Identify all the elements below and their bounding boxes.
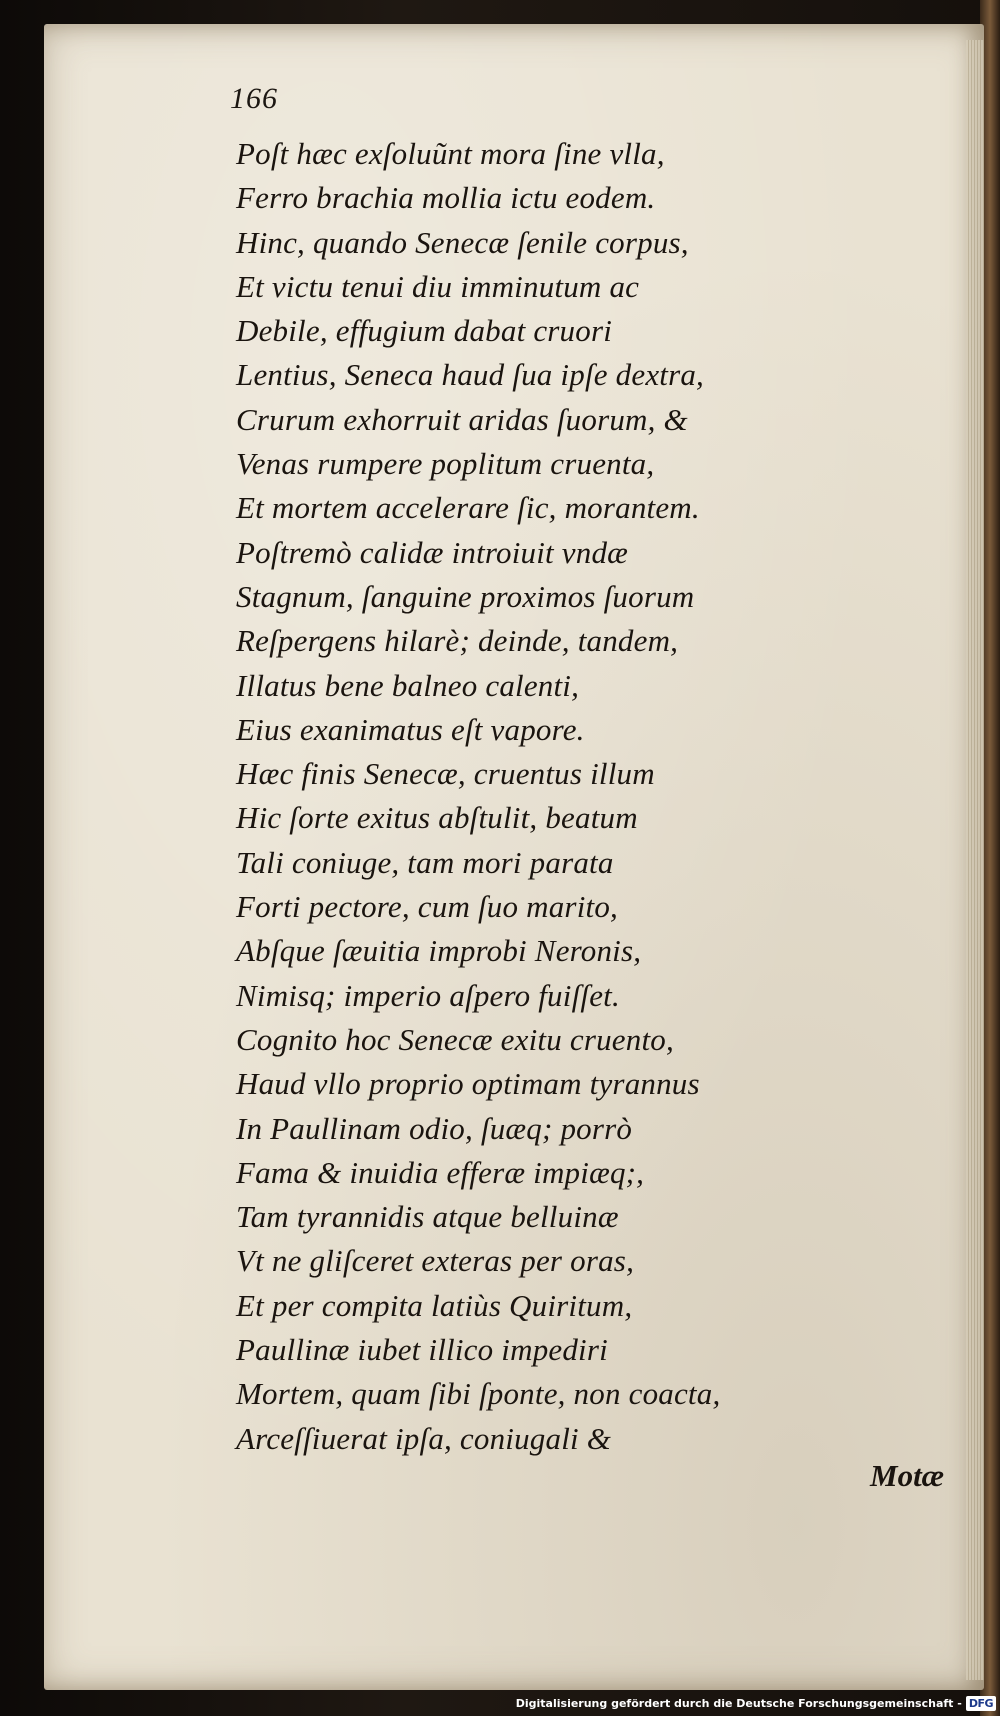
- verse-text: [236, 132, 936, 1461]
- page-number: 166: [230, 82, 278, 115]
- verse-line: Paullinæ iubet illico impediri: [236, 1332, 608, 1368]
- verse-line: Stagnum, ſanguine proximos ſuorum: [236, 578, 695, 614]
- verse-line: Venas rumpere poplitum cruenta,: [236, 446, 655, 482]
- verse-line: Poſtremò calidæ introiuit vndæ: [236, 534, 629, 570]
- verse-line: Hic ſorte exitus abſtulit, beatum: [236, 800, 638, 836]
- verse-line: Et per compita latiùs Quiritum,: [236, 1287, 633, 1323]
- verse-line: Et mortem accelerare ſic, morantem.: [236, 490, 700, 526]
- verse-line: Lentius, Seneca haud ſua ipſe dextra,: [236, 357, 705, 393]
- verse-line: Fama & inuidia efferæ impiæq;,: [236, 1154, 645, 1190]
- verse-line: Cognito hoc Senecæ exitu cruento,: [236, 1021, 674, 1057]
- verse-line: Poſt hæc exſoluũnt mora ſine vlla,: [236, 136, 665, 171]
- verse-line: Et victu tenui diu imminutum ac: [236, 268, 640, 304]
- verse-line: Nimisq; imperio aſpero fuiſſet.: [236, 977, 620, 1013]
- verse-line: Debile, effugium dabat cruori: [236, 313, 613, 349]
- verse-line: Reſpergens hilarè; deinde, tandem,: [236, 623, 679, 659]
- verse-line: Arceſſiuerat ipſa, coniugali &: [236, 1420, 612, 1456]
- verse-line: Illatus bene balneo calenti,: [236, 667, 580, 703]
- verse-line: Forti pectore, cum ſuo marito,: [236, 889, 618, 925]
- verse-line: Tali coniuge, tam mori parata: [236, 844, 614, 880]
- catchword: Motæ: [870, 1458, 945, 1493]
- verse-line: Mortem, quam ſibi ſponte, non coacta,: [236, 1376, 721, 1412]
- verse-line: Eius exanimatus eſt vapore.: [236, 711, 585, 747]
- dfg-logo: DFG: [966, 1696, 996, 1711]
- verse-line: In Paullinam odio, ſuæq; porrò: [236, 1110, 633, 1146]
- credit-text: Digitalisierung gefördert durch die Deutsche Forschungsgemeinschaft -: [515, 1696, 962, 1710]
- verse-line: Abſque ſæuitia improbi Neronis,: [236, 933, 642, 969]
- verse-line: Tam tyrannidis atque belluinæ: [236, 1199, 619, 1235]
- verse-line: Hinc, quando Senecæ ſenile corpus,: [236, 224, 689, 260]
- verse-line: Ferro brachia mollia ictu eodem.: [236, 180, 656, 216]
- verse-line: Crurum exhorruit aridas ſuorum, &: [236, 401, 688, 437]
- digitization-credit: [516, 1692, 996, 1714]
- page-stack-edge: [966, 40, 984, 1680]
- verse-line: Hæc finis Senecæ, cruentus illum: [236, 756, 655, 792]
- verse-line: Haud vllo proprio optimam tyrannus: [236, 1066, 700, 1102]
- verse-line: Vt ne gliſceret exteras per oras,: [236, 1243, 635, 1279]
